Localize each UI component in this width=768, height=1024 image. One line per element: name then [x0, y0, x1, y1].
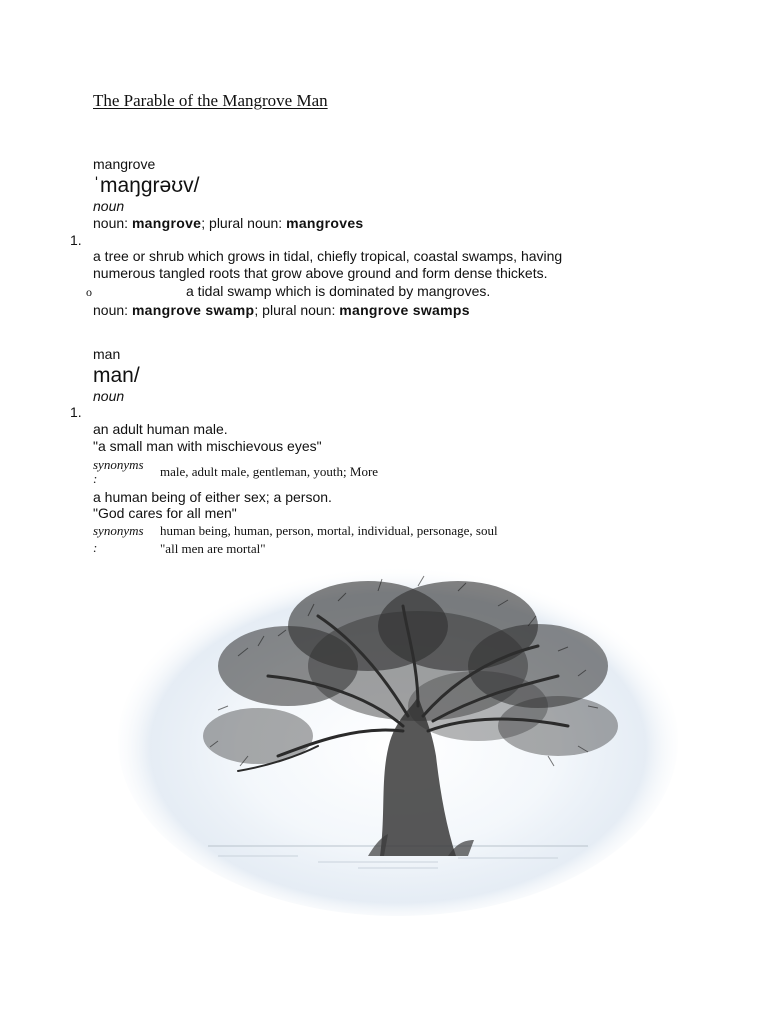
sense-number-mangrove: 1. [70, 232, 82, 248]
forms-plural: mangroves [286, 215, 364, 231]
headword-mangrove: mangrove [93, 156, 156, 172]
synonyms-colon-2: : [93, 540, 98, 555]
subforms-middle: ; plural noun: [254, 302, 340, 318]
synonyms-label-1: synonyms [93, 457, 144, 472]
pronunciation-mangrove: ˈmaŋɡrəʊv/ [93, 174, 200, 197]
synonyms-colon-1: : [93, 471, 98, 486]
subforms-plural: mangrove swamps [339, 302, 470, 318]
subforms-prefix: noun: [93, 302, 132, 318]
forms-prefix: noun: [93, 215, 132, 231]
definition-mangrove-line1: a tree or shrub which grows in tidal, chiefly tropical, coastal swamps, having [93, 248, 563, 264]
forms-mangrove [93, 215, 364, 231]
example-man-1: "a small man with mischievous eyes" [93, 438, 322, 454]
sense-number-man: 1. [70, 404, 82, 420]
list-bullet: o [86, 285, 92, 299]
definition-man-sense2: a human being of either sex; a person. [93, 489, 332, 505]
part-of-speech-man: noun [93, 388, 125, 404]
definition-man-sense1: an adult human male. [93, 421, 228, 437]
forms-middle: ; plural noun: [201, 215, 287, 231]
subforms-singular: mangrove swamp [131, 302, 255, 318]
example-man-3: "all men are mortal" [160, 541, 266, 556]
example-man-2: "God cares for all men" [93, 505, 237, 521]
synonyms-list-1: male, adult male, gentleman, youth; More [160, 464, 379, 479]
headword-man: man [93, 346, 121, 362]
subsense-mangrove: a tidal swamp which is dominated by mangroves. [186, 283, 491, 299]
pronunciation-man: man/ [93, 364, 140, 387]
synonyms-label-2: synonyms [93, 523, 144, 538]
mangrove-tree-illustration [118, 556, 678, 916]
part-of-speech-mangrove: noun [93, 198, 125, 214]
subforms-mangrove [93, 302, 470, 318]
definition-mangrove-line2: numerous tangled roots that grow above ground and form dense thickets. [93, 265, 548, 281]
document-title: The Parable of the Mangrove Man [93, 91, 328, 110]
synonyms-list-2: human being, human, person, mortal, individual, personage, soul [160, 523, 498, 538]
forms-singular: mangrove [131, 215, 202, 231]
